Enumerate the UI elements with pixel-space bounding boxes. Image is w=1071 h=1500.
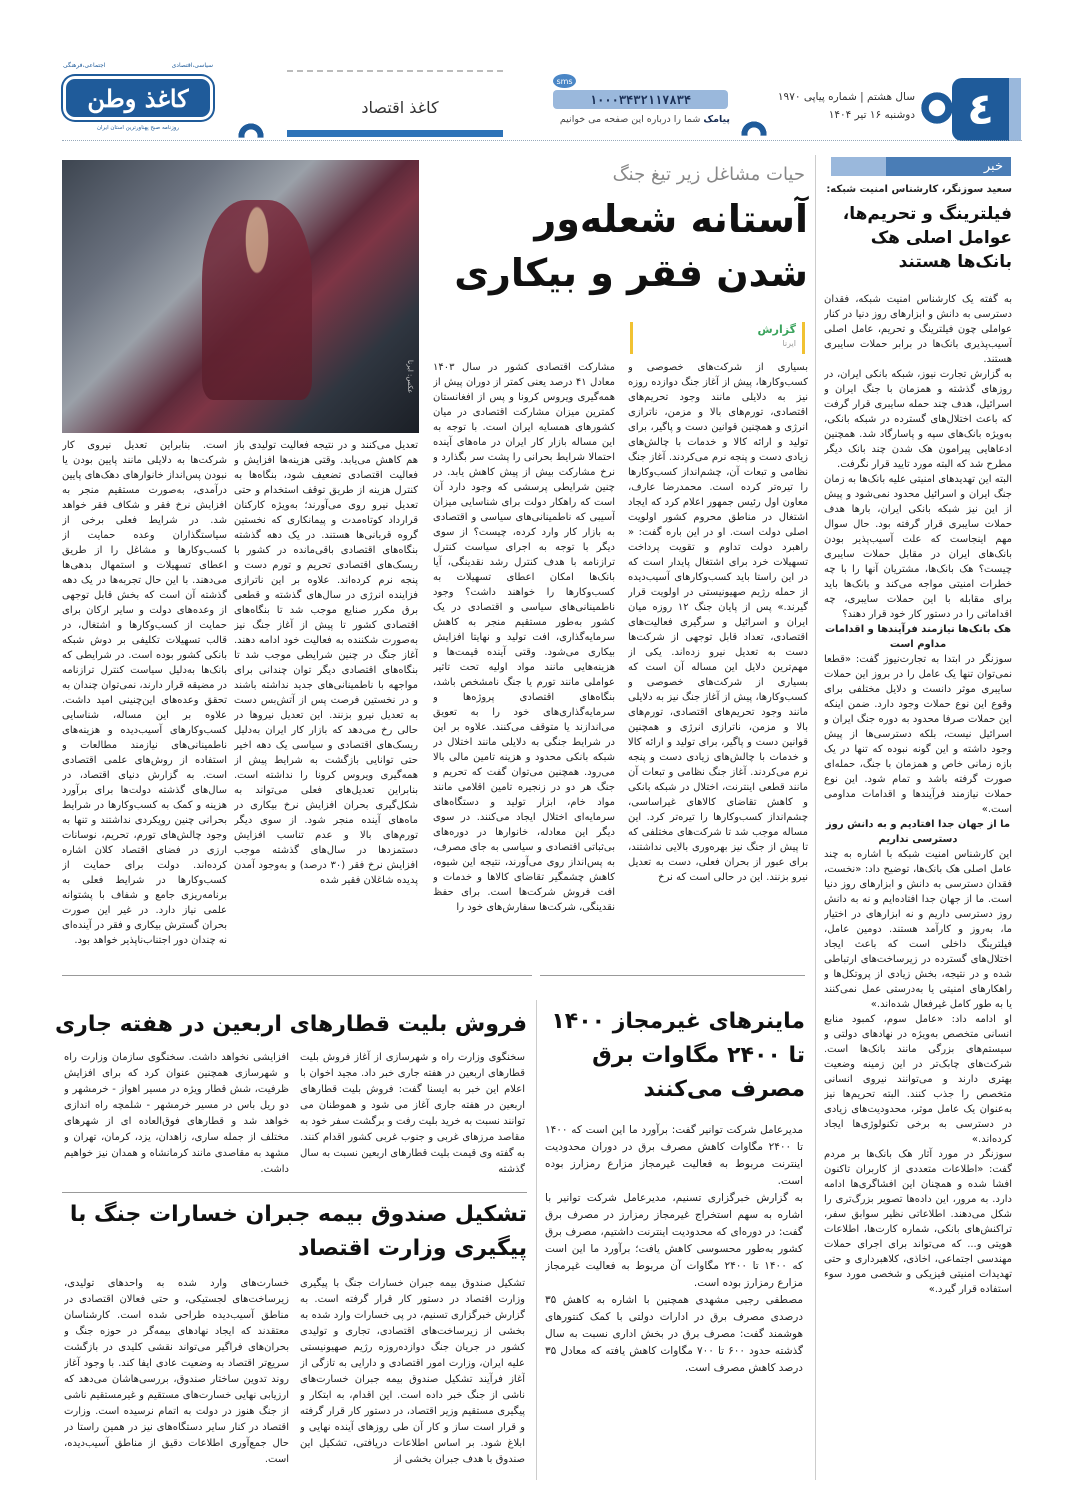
logo-taglines (63, 62, 213, 70)
article-column-4: است. بنابراین تعدیل نیروی کار شرکت‌ها به دلایلی مانند پایین بودن یا نبودن پس‌انداز خانوارهای دهک‌های پایین درآمدی، به‌صورت مستقیم منجر به افزایش نرخ فقر و شکاف فقر خواهد شد. در شرایط فعلی برخی از سیاستگذاران وعده حمایت از کسب‌وکارها و مشاغل را از طریق اعطای تسهیلات و استمهال بدهی‌ها می‌دهند. با این حال تجربه‌ها در یک دهه گذشته آن است که بخش قابل توجهی از وعده‌های دولت و سایر ارکان برای حمایت از کسب‌وکارها و اشتغال، در قالب تسهیلات تکلیفی بر دوش شبکه بانکی کشور بوده است. در شرایطی که بانک‌ها به‌دلیل سیاست کنترل ترازنامه در مضیقه قرار دارند، نمی‌توان چندان به تحقق وعده‌های این‌چنینی امید داشت. علاوه بر این مساله، شناسایی کسب‌وکارهای آسیب‌دیده و هزینه‌های ناطمینانی‌های نیازمند مطالعات و استفاده از روش‌های علمی اقتصادی است. به گزارش دنیای اقتصاد، در سال‌های گذشته دولت‌ها برای برآورد هزینه و کمک به کسب‌وکارها در شرایط بحرانی چنین رویکردی نداشتند و تنها به وجود چالش‌های تورم، تحریم، نوسانات ارزی در فضای اقتصاد کلان اشاره کرده‌اند. دولت برای حمایت از کسب‌وکارها در شرایط فعلی به برنامه‌ریزی جامع و شفاف با پشتوانه علمی نیاز دارد. در غیر این صورت بحران گسترش بیکاری و فقر در آینده‌ای نه چندان دور اجتناب‌ناپذیر خواهد بود. (62, 440, 227, 946)
paragraph: البته این تهدیدهای امنیتی علیه بانک‌ها به زمان جنگ ایران و اسرائیل محدود نمی‌شود و پیش از این نیز شبکه بانکی ایران، بارها هدف حملات سایبری قرار گرفته بود. حال سوال مهم اینجاست که علت آسیب‌پذیر بودن بانک‌های ایران در مقابل حملات سایبری چیست؟ هک بانک‌ها، مشتریان آنها را با چه خطرات امنیتی مواجه می‌کند و بانک‌ها باید برای مقابله با این حملات سایبری، چه اقداماتی را در دستور کار خود قرار دهند؟ (824, 474, 1012, 620)
paragraph: مدیرعامل شرکت توانیر گفت: برآورد ما این است که ۱۴۰۰ تا ۲۴۰۰ مگاوات کاهش مصرف برق در دوران محدودیت اینترنت مربوط به فعالیت غیرمجاز مزارع رمزارز بوده است. (545, 1124, 803, 1187)
paragraph: مصطفی رجبی مشهدی همچنین با اشاره به کاهش ۳۵ درصدی مصرف برق در ادارات دولتی با کمک کنتورهای هوشمند گفت: مصرف برق در بخش اداری نسبت به سال گذشته حدود ۶۰۰ تا ۷۰۰ مگاوات کاهش یافته که معادل ۳۵ درصد کاهش مصرف است. (545, 1294, 803, 1374)
miners-body (545, 1122, 803, 1482)
trains-column-1: سخنگوی وزارت راه و شهرسازی از آغاز فروش بلیت قطارهای اربعین در هفته جاری خبر داد. مجید اخوان با اعلام این خبر به ایسنا گفت: فروش بلیت قطارهای اربعین در هفته جاری آغاز می شود و هموطنان می توانند نسبت به خرید بلیت رفت و برگشت سفر خود به مقاصد مرزهای غربی و جنوب غربی کشور اقدام کنند. به گفته وی قیمت بلیت قطارهای اربعین نسبت به سال گذشته (300, 1052, 525, 1175)
news-headline: فیلترینگ و تحریم‌ها، عوامل اصلی هک بانک‌ها هستند (842, 204, 1012, 272)
paragraph: سوزنگر در ابتدا به تجارت‌نیوز گفت: «قطعا نمی‌توان تنها یک عامل را در بروز این حملات سایبری موثر دانست و دلایل مختلفی برای وقوع این نوع حملات وجود دارد. ضمن اینکه این حملات صرفا محدود به دوره جنگ ایران و اسرائیل نیست، بلکه دسترسی‌ها از پیش وجود داشته و این گونه نبوده که تنها در یک بازه زمانی خاص و همزمان با جنگ، حمله‌ای صورت گرفته باشد و تمام شود. این نوع حملات نیازمند فرآیندها و اقدامات مداومی است.» (824, 654, 1012, 815)
flower-ornament-icon (235, 120, 267, 152)
logo-subtitle: روزنامه صبح پهناورترین استان ایران (96, 125, 180, 131)
report-tag (700, 322, 805, 354)
page-badge-edge (1009, 78, 1021, 141)
section-label: خبر (886, 157, 1011, 176)
miners-headline: ماینرهای غیرمجاز ۱۴۰۰ تا ۲۴۰۰ مگاوات برق مصرف می‌کنند (551, 1009, 805, 1102)
paragraph: این کارشناس امنیت شبکه با اشاره به چند عامل اصلی هک بانک‌ها، توضیح داد: «نخست، فقدان دسترسی به دانش و ابزارهای روز دنیا است. ما از جهان جدا افتاده‌ایم و نه به دانش روز دسترسی داریم و نه ابزارهای در اختیار ما، به‌روز و کارآمد هستند. دومین عامل، فیلترینگ داخلی است که باعث ایجاد اختلال‌های گسترده در زیرساخت‌های ارتباطی شده و در نتیجه، بخش زیادی از پروتکل‌ها و راهکارهای امنیتی یا به‌درستی عمل نمی‌کنند یا به طور کامل غیرفعال شده‌اند.» (824, 849, 1012, 1010)
issue-date: دوشنبه ۱۶ تیر ۱۴۰۴ (828, 109, 915, 121)
insurance-headline: تشکیل صندوق بیمه جبران خسارات جنگ با پیگیری وزارت اقتصاد (69, 1202, 527, 1261)
insurance-column-1: تشکیل صندوق بیمه جبران خسارات جنگ با پیگیری وزارت اقتصاد در دستور کار قرار گرفته است. به گزارش خبرگزاری تسنیم، در پی خسارات وارد شده به بخشی از زیرساخت‌های اقتصادی، تجاری و تولیدی کشور در جریان جنگ دوازده‌روزه رژیم صهیونیستی علیه ایران، وزارت امور اقتصادی و دارایی به تازگی از آغاز فرآیند تشکیل صندوق بیمه جبران خسارت‌های ناشی از جنگ خبر داده است. این اقدام، به ابتکار و پیگیری مستقیم وزیر اقتصاد، در دستور کار قرار گرفته و قرار است ساز و کار آن طی روزهای آینده نهایی و ابلاغ شود. بر اساس اطلاعات دریافتی، تشکیل این صندوق با هدف جبران بخشی از (300, 1278, 525, 1465)
insurance-column-2: خسارت‌های وارد شده به واحدهای تولیدی، زیرساخت‌های لجستیکی، و حتی فعالان اقتصادی در مناطق آسیب‌دیده طراحی شده است. کارشناسان معتقدند که ایجاد نهادهای بیمه‌گر در حوزه جنگ و بحران‌های فراگیر می‌تواند نقشی کلیدی در بازگشت سریع‌تر اقتصاد به وضعیت عادی ایفا کند. با وجود آغاز روند تدوین ساختار صندوق، بررسی‌هاشان می‌دهد که ارزیابی نهایی خسارت‌های مستقیم و غیرمستقیم ناشی از جنگ هنوز در دولت به اتمام نرسیده است. وزارت اقتصاد در کنار سایر دستگاه‌های نیز در همین راستا در حال جمع‌آوری اطلاعات دقیق از مناطق آسیب‌دیده، است. (64, 1278, 289, 1465)
sms-number: ۱۰۰۰۳۴۳۲۱۱۷۸۳۴ (553, 90, 728, 109)
section-title: کاغذ اقتصاد (361, 98, 439, 117)
trains-column-2: افزایشی نخواهد داشت. سخنگوی سازمان وزارت راه و شهرسازی همچنین عنوان کرد که برای افزایش ظرفیت، شش قطار ویژه در مسیر اهواز - خرمشهر و دو ریل باس در مسیر خرمشهر - شلمچه راه اندازی خواهد شد و قطارهای فوق‌العاده ای از شهرهای مختلف از جمله ساری، زاهدان، یزد، کرمان، تهران و مشهد به مقاصدی مانند کرمانشاه و همدان نیز خواهیم داشت. (64, 1052, 289, 1175)
report-label: گزارش (757, 323, 796, 336)
article-photo (62, 160, 419, 433)
newspaper-logo[interactable]: کاغذ وطن (63, 76, 213, 120)
article-column-1: بسیاری از شرکت‌های خصوصی و کسب‌وکارها، پیش از آغاز جنگ دوازده روزه نیز به دلایلی مانند وجود تحریم‌های اقتصادی، تورم‌های بالا و مزمن، ناترازی انرژی و همچنین قوانین دست و پاگیر، برای تولید و ارائه کالا و خدمات با چالش‌های زیادی دست و پنجه نرم می‌کردند. آغاز جنگ نظامی و تبعات آن، چشم‌انداز کسب‌وکارها را تیره‌تر کرده است. محمدرضا عارف، معاون اول رئیس جمهور اعلام کرد که ایجاد اشتغال در مناطق محروم کشور اولویت اصلی دولت است. او در این باره گفت: « راهبرد دولت تداوم و تقویت پرداخت تسهیلات خرد برای اشتغال پایدار است که در این راستا باید کسب‌وکارهای آسیب‌دیده از حمله رژیم صهیونیستی در اولویت قرار گیرند.» پس از پایان جنگ ۱۲ روزه میان ایران و اسرائیل و سرگیری فعالیت‌های اقتصادی، تعداد قابل توجهی از شرکت‌ها دست به تعدیل نیرو زده‌اند. یکی از مهم‌ترین دلایل این مساله آن است که بسیاری از شرکت‌های خصوصی و کسب‌وکارها، پیش از آغاز جنگ نیز به دلایلی مانند وجود تحریم‌های اقتصادی، تورم‌های بالا و مزمن، ناترازی انرژی و همچنین قوانین دست و پاگیر، برای تولید و ارائه کالا و خدمات با چالش‌های زیادی دست و پنجه نرم می‌کردند. آغاز جنگ نظامی و تبعات آن مانند قطعی اینترنت، اختلال در شبکه بانکی و کاهش تقاضای کالاهای غیراساسی، چشم‌انداز کسب‌وکارها را تیره‌تر کرد. این مساله موجب شد تا شرکت‌های مختلفی که تا پیش از جنگ نیز بهره‌وری بالایی نداشتند، برای عبور از بحران فعلی، دست به تعدیل نیرو بزنند. این در حالی است که نرخ (628, 362, 808, 883)
sms-icon: sms (551, 72, 578, 90)
sms-caption-bold: پیامک (703, 114, 730, 125)
report-tag-bracket (630, 322, 633, 354)
paragraph: به گزارش خبرگزاری تسنیم، مدیرعامل شرکت توانیر با اشاره به سهم استخراج غیرمجاز رمزارز در مصرف برق گفت: در دوره‌ای که محدودیت اینترنت داشتیم، مصرف برق کشور به‌طور محسوسی کاهش یافت؛ برآورد ما این است که ۱۴۰۰ تا ۲۴۰۰ مگاوات آن مربوط به فعالیت غیرمجاز مزارع رمزارز بوده است. (545, 1192, 803, 1289)
divider (540, 975, 805, 976)
news-body (824, 292, 1012, 1477)
paragraph: سوزنگر در مورد آثار هک بانک‌ها بر مردم گفت: «اطلاعات متعددی از کاربران تاکنون افشا شده و همچنان این افشاگری‌ها ادامه دارد. به مرور، این داده‌ها تصویر بزرگ‌تری را شکل می‌دهند. اطلاعاتی نظیر سوابق سفر، تراکنش‌های بانکی، شماره کارت‌ها، اطلاعات هویتی و... که می‌تواند برای اجرای حملات مهندسی اجتماعی، اخاذی، کلاهبرداری و حتی تهدیدات امنیتی فیزیکی و شخصی مورد سوء استفاده قرار گیرد.» (824, 1149, 1012, 1295)
sms-caption-text: شما را درباره این صفحه می خوانیم (559, 114, 704, 125)
issue-number: سال هشتم | شماره پیاپی ۱۹۷۰ (777, 91, 915, 103)
logo-tag-left: سیاسی،اقتصادی (171, 62, 213, 69)
article-column-3: تعدیل می‌کنند و در نتیجه فعالیت تولیدی باز هم کاهش می‌یابد. وقتی هزینه‌ها افزایش و فعالیت اقتصادی تضعیف شود، بنگاه‌ها به کنترل هزینه از طریق توقف استخدام و حتی تعدیل نیرو روی می‌آورند؛ به‌ویژه کارکنان قرارداد کوتاه‌مدت و پیمانکاری که نخستین گروه قربانی‌ها هستند. در یک دهه گذشته بنگاه‌های اقتصادی باقی‌مانده در کشور با ریسک‌های اقتصادی تحریم و تورم دست و پنجه نرم کرده‌اند. علاوه بر این ناترازی فزاینده انرژی در سال‌های گذشته و قطعی برق مکرر صنایع موجب شد تا بنگاه‌های اقتصادی کشور تا پیش از آغاز جنگ نیز به‌صورت شکننده به فعالیت خود ادامه دهند. آغاز جنگ در چنین شرایطی موجب شد تا بنگاه‌های اقتصادی دیگر توان چندانی برای مواجهه با ناطمینانی‌های جدید نداشته باشند و در نخستین فرصت پس از آتش‌بس دست به تعدیل نیرو بزنند. این تعدیل نیروها در حالی رخ می‌دهد که بازار کار ایران به‌دلیل ریسک‌های اقتصادی و سیاسی یک دهه اخیر حتی توانایی بازگشت به شرایط پیش از همه‌گیری ویروس کرونا را نداشته است. بنابراین تعدیل‌های فعلی می‌تواند به شکل‌گیری بحران افزایش نرخ بیکاری در ماه‌های آینده منجر شود. از سوی دیگر تورم‌های بالا و عدم تناسب افزایش دستمزدها در سال‌های گذشته موجب افزایش نرخ فقر (۳۰ درصد) و به‌وجود آمدن پدیده شاغلان فقیر شده (234, 440, 418, 886)
sms-caption (545, 114, 730, 125)
report-source: ایرنا (782, 339, 796, 348)
subheading: هک بانک‌ها نیازمند فرآیندها و اقدامات مداوم است (824, 624, 1012, 650)
logo-tag-right: اجتماعی،فرهنگی (63, 62, 106, 69)
divider (62, 975, 532, 976)
paragraph: او ادامه داد: «عامل سوم، کمبود منابع انسانی متخصص به‌ویژه در نهادهای دولتی و سیستم‌های بزرگی مانند بانک‌ها است. شرکت‌های چابک‌تر در این زمینه وضعیت بهتری دارند و می‌توانند نیروی انسانی متخصص را جذب کنند. البته تحریم‌ها نیز به‌عنوان یک عامل موثر، محدودیت‌های زیادی در دسترسی به برخی تکنولوژی‌ها ایجاد کرده‌اند.» (824, 1014, 1012, 1145)
column-divider (815, 155, 816, 1480)
flower-ornament-icon (738, 118, 770, 150)
column-divider (536, 1000, 537, 1480)
photo-credit: عکس: ایرنا (406, 360, 414, 394)
dashed-divider (287, 70, 503, 72)
article-column-2: مشارکت اقتصادی کشور در سال ۱۴۰۳ معادل ۴۱ درصد یعنی کمتر از دوران پیش از همه‌گیری ویروس کرونا و پس از افغانستان کمترین میزان مشارکت اقتصادی در میان کشورهای همسایه ایران است. با توجه به این مساله بازار کار ایران در ماه‌های آینده احتمالا شرایط بحرانی را پشت سر بگذارد و نرخ مشارکت بیش از پیش کاهش یابد. در چنین شرایطی پرسشی که وجود دارد آن است که راهکار دولت برای شناسایی میزان آسیبی که ناطمینانی‌های سیاسی و اقتصادی به بازار کار وارد کرده، چیست؟ از سوی دیگر با توجه به اجرای سیاست کنترل ترازنامه با هدف کنترل رشد نقدینگی، آیا بانک‌ها امکان اعطای تسهیلات به کسب‌وکارها را خواهند داشت؟ وجود ناطمینانی‌های سیاسی و اقتصادی در یک کشور به‌طور مستقیم منجر به کاهش سرمایه‌گذاری، افت تولید و نهایتا افزایش بیکاری می‌شود. وقتی آینده قیمت‌ها و هزینه‌هایی مانند مواد اولیه تحت تاثیر عواملی مانند تورم یا جنگ نامشخص باشد، بنگاه‌های اقتصادی پروژه‌ها و سرمایه‌گذاری‌های خود را به تعویق می‌اندازند یا متوقف می‌کنند. علاوه بر این در شرایط جنگی به دلایلی مانند اختلال در شبکه بانکی محدود و هزینه تامین مالی بالا می‌رود. همچنین می‌توان گفت که تحریم و جنگ هر دو در زنجیره تامین اقلامی مانند مواد خام، ابزار تولید و دستگاه‌های سرمایه‌ای اختلال ایجاد می‌کنند. در سوی دیگر این معادله، خانوارها در دوره‌های بی‌ثباتی اقتصادی و سیاسی به جای مصرف، به پس‌انداز روی می‌آورند، نتیجه این شیوه، کاهش چشمگیر تقاضای کالاها و خدمات و افت فروش شرکت‌ها است. برای حفظ نقدینگی، شرکت‌ها سفارش‌های خود را (433, 362, 615, 913)
page-number-badge: ٤ (952, 78, 1009, 141)
divider (62, 1192, 527, 1193)
article-headline: آستانه شعله‌ور شدن فقر و بیکاری (454, 197, 808, 295)
paragraph: به گفته یک کارشناس امنیت شبکه، فقدان دسترسی به دانش و ابزارهای روز دنیا در کنار عواملی چون فیلترینگ و تحریم، عامل اصلی آسیب‌پذیری بانک‌ها در برابر حملات سایبری هستند. (824, 294, 1012, 365)
header-divider (62, 140, 1022, 141)
subheading: ما از جهان جدا افتادیم و به دانش روز دسترسی نداریم (825, 819, 1011, 845)
paragraph: به گزارش تجارت نیوز، شبکه بانکی ایران، در روزهای گذشته و همزمان با جنگ ایران و اسرائیل، هدف چند حمله سایبری قرار گرفت که باعث اختلال‌های گسترده در شبکه بانکی، به‌ویژه بانک‌های سپه و پاسارگاد شد. همچنین ادعاهایی پیرامون هک شدن چند بانک دیگر مطرح شد که البته مورد تایید قرار نگرفت. (824, 369, 1012, 470)
article-kicker: حیات مشاغل زیر تیغ جنگ (612, 164, 805, 185)
issue-info (775, 88, 915, 124)
section-bar (287, 130, 503, 137)
worker-figure (202, 200, 312, 400)
news-kicker: سعید سوزنگر، کارشناس امنیت شبکه: (826, 184, 1012, 195)
flower-ornament-icon (917, 88, 957, 128)
trains-headline: فروش بلیت قطارهای اربعین در هفته جاری (54, 1012, 527, 1037)
